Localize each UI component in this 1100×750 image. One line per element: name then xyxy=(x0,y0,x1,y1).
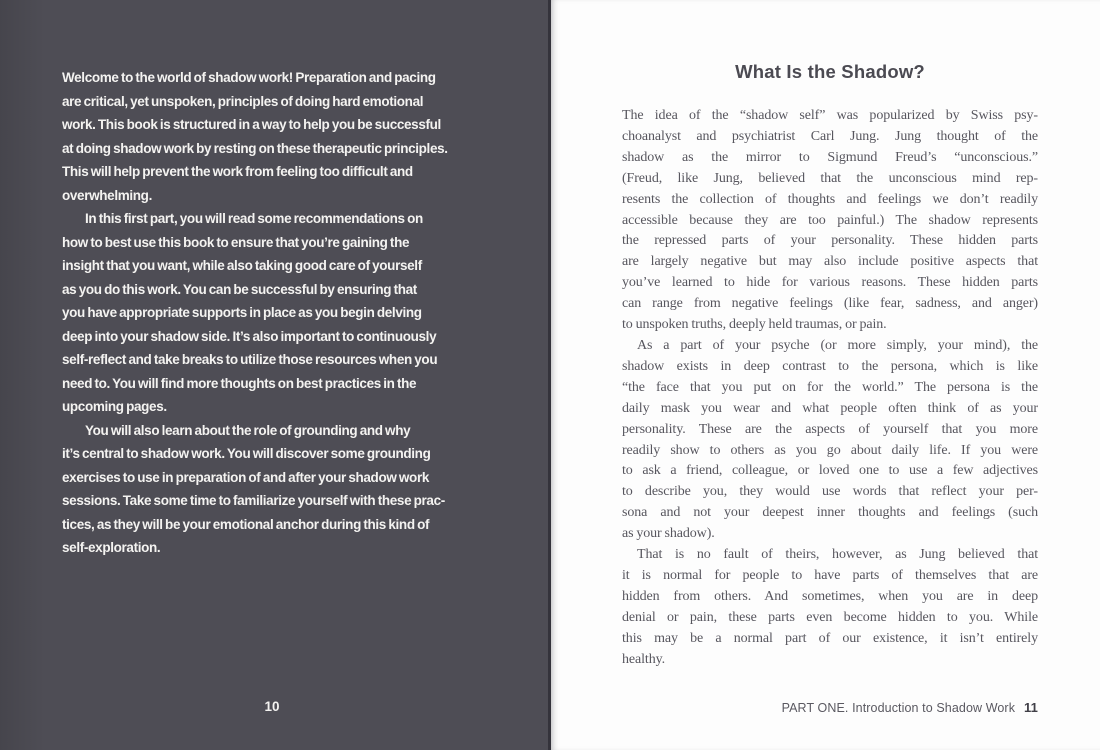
right-page-number: 11 xyxy=(1024,700,1038,715)
text-line: readily show to others as you go about daily life. If you were xyxy=(622,442,1038,458)
text-line: exercises to use in preparation of and after your shadow work xyxy=(62,469,430,485)
text-line: you’ve learned to hide for various reasons. These hidden parts xyxy=(622,275,1038,291)
left-page[interactable] xyxy=(0,0,548,750)
text-line: the repressed parts of your personality. These hidden parts xyxy=(622,233,1038,249)
text-line: daily mask you wear and what people often think of as your xyxy=(622,400,1038,416)
text-line: Welcome to the world of shadow work! Preparation and pacing xyxy=(62,70,436,85)
text-line: it’s central to shadow work. You will discover some grounding xyxy=(62,446,431,461)
left-page-number: 10 xyxy=(264,699,280,714)
footer-section-label: PART ONE. xyxy=(781,701,849,715)
text-line: hidden from others. And sometimes, when you are in deep xyxy=(622,588,1038,604)
text-line: resents the collection of thoughts and feelings we don’t readily xyxy=(622,191,1038,207)
text-line: self-exploration. xyxy=(62,540,161,555)
text-line: sessions. Take some time to familiarize yourself with these prac- xyxy=(62,493,445,508)
text-line: personality. These are the aspects of yourself that you more xyxy=(622,421,1038,437)
text-line: deep into your shadow side. It’s also important to continuously xyxy=(62,328,437,344)
text-line: as your shadow). xyxy=(622,526,715,542)
text-line: The idea of the “shadow self” was popularized by Swiss psy- xyxy=(622,108,1038,123)
text-line: tices, as they will be your emotional anchor during this kind of xyxy=(62,516,430,532)
text-line: upcoming pages. xyxy=(62,399,167,414)
text-line: how to best use this book to ensure that you’re gaining the xyxy=(62,234,410,250)
text-line: to unspoken truths, deeply held traumas, or pain. xyxy=(622,317,887,333)
text-line: healthy. xyxy=(622,651,665,667)
text-line: you have appropriate supports in place as you begin delving xyxy=(62,305,422,320)
right-page-footer xyxy=(622,700,1038,715)
text-line: sona and not your deepest inner thoughts and feelings (such xyxy=(622,505,1038,521)
text-line: accessible because they are too painful.) The shadow represents xyxy=(622,212,1038,228)
text-line: (Freud, like Jung, believed that the unconscious mind rep- xyxy=(622,170,1038,186)
text-line: can range from negative feelings (like fear, sadness, and anger) xyxy=(622,296,1038,312)
chapter-heading: What Is the Shadow? xyxy=(735,61,925,82)
text-line: As a part of your psyche (or more simply, your mind), the xyxy=(637,337,1038,353)
left-page-text xyxy=(62,66,486,560)
text-line: it is normal for people to have parts of themselves that are xyxy=(622,567,1038,583)
text-line: overwhelming. xyxy=(62,187,152,203)
text-line: choanalyst and psychiatrist Carl Jung. Jung thought of the xyxy=(622,128,1038,144)
right-page[interactable] xyxy=(551,0,1100,750)
text-line: That is no fault of theirs, however, as Jung believed that xyxy=(637,547,1038,563)
text-line: as you do this work. You can be successful by ensuring that xyxy=(62,281,417,297)
text-line: insight that you want, while also taking good care of yourself xyxy=(62,258,422,273)
text-line: are critical, yet unspoken, principles of doing hard emotional xyxy=(62,93,424,109)
text-line: In this first part, you will read some recommendations on xyxy=(85,211,423,226)
text-line: self-reflect and take breaks to utilize those resources when you xyxy=(62,352,438,367)
text-line: at doing shadow work by resting on these therapeutic principles. xyxy=(62,140,448,156)
text-line: are largely negative but may also include positive aspects that xyxy=(622,254,1038,270)
text-line: shadow exists in deep contrast to the persona, which is like xyxy=(622,358,1038,374)
text-line: work. This book is structured in a way to help you be successful xyxy=(62,117,441,132)
text-line: to ask a friend, colleague, or loved one to use a few adjectives xyxy=(622,463,1038,479)
text-line: to describe you, they would use words that reflect your per- xyxy=(622,484,1038,500)
text-line: You will also learn about the role of grounding and why xyxy=(85,422,411,438)
text-line: This will help prevent the work from feeling too difficult and xyxy=(62,164,413,179)
text-line: “the face that you put on for the world.” The persona is the xyxy=(622,379,1038,395)
text-line: this may be a normal part of our existence, it isn’t entirely xyxy=(622,630,1038,646)
text-line: denial or pain, these parts even become hidden to you. While xyxy=(622,609,1038,625)
text-line: need to. You will find more thoughts on best practices in the xyxy=(62,375,417,391)
right-page-text xyxy=(622,106,1038,670)
text-line: shadow as the mirror to Sigmund Freud’s “unconscious.” xyxy=(622,149,1038,165)
footer-chapter-title: Introduction to Shadow Work xyxy=(848,701,1016,715)
